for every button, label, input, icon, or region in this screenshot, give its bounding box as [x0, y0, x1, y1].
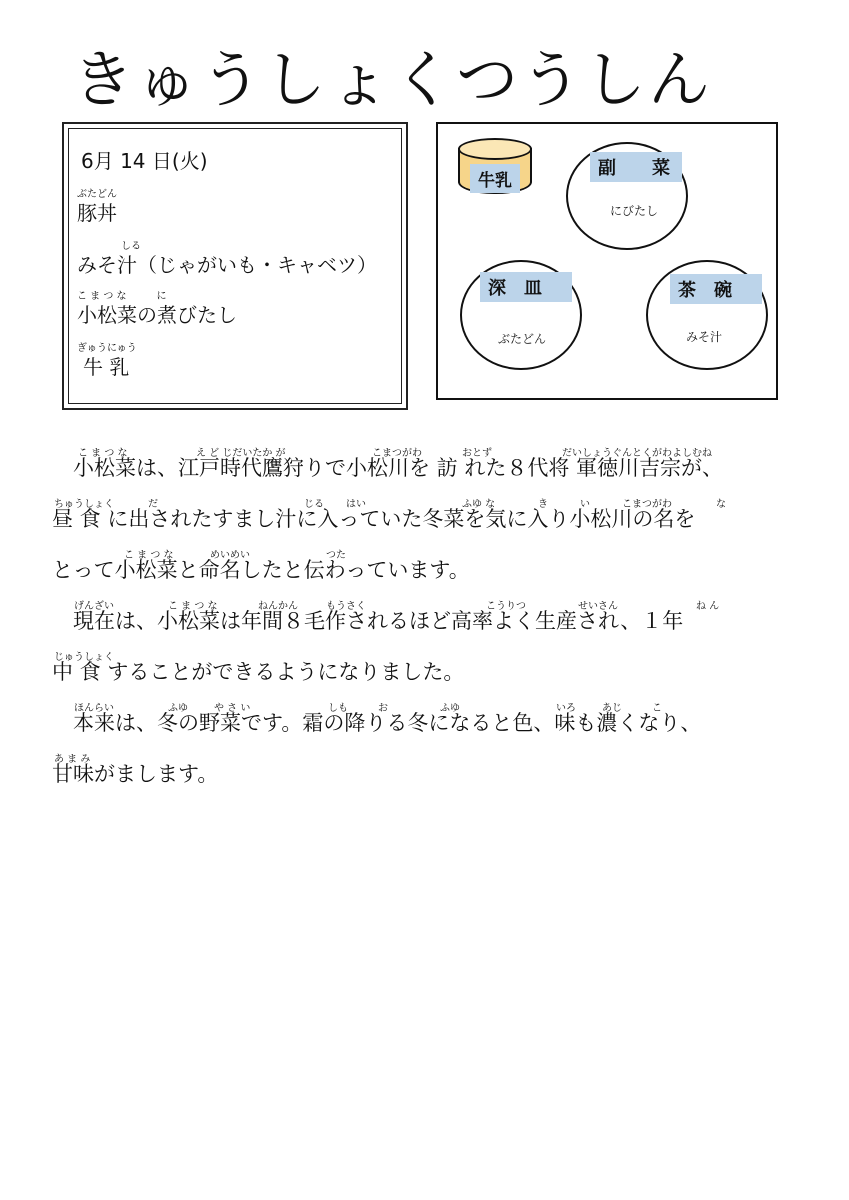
page-title: きゅうしょくつうしん [72, 43, 713, 116]
furigana: こ [652, 703, 662, 714]
furigana: いろ [556, 703, 576, 714]
menu-item-main [77, 185, 117, 226]
deep-plate-dish: ぶたどん [498, 332, 547, 346]
side-dish-name: にびたし [610, 204, 659, 218]
deep-plate-label: 深 皿 [480, 272, 572, 302]
furigana: ほんらい [74, 703, 114, 714]
furigana: つた [326, 550, 346, 561]
body-line-2: 昼 食 に出されたすまし汁に入っていた冬菜を気に入り小松川の名を [52, 507, 696, 531]
meal-tray-diagram [436, 122, 778, 400]
menu-box-inner-border [68, 128, 402, 404]
furigana: こ ま つ な [78, 448, 128, 459]
furigana: じゅうしょく [54, 652, 114, 663]
body-line-5: 中 食 することができるようになりました。 [52, 660, 465, 684]
furigana: ちゅうしょく [54, 499, 114, 510]
furigana: ね ん [696, 601, 720, 612]
body-line-1: 小松菜は、江戸時代鷹狩りで小松川を 訪 れた８代将 軍徳川吉宗が、 [52, 456, 724, 480]
menu-box [62, 122, 408, 410]
body-line-6: 本来は、冬の野菜です。霜の降りる冬になると色、味も濃くなり、 [52, 711, 702, 735]
body-line-4: 現在は、小松菜は年間８毛作されるほど高率よく生産され、１年 [52, 609, 684, 633]
furigana: な [716, 499, 726, 510]
furigana: こまつがわ [372, 448, 422, 459]
furigana: だいしょうぐんとくがわよしむね [562, 448, 712, 459]
rice-bowl-dish: みそ汁 [686, 330, 723, 344]
furigana: しも [328, 703, 348, 714]
furigana: せいさん [578, 601, 618, 612]
furigana: え ど じだいたか が [196, 448, 286, 459]
menu-item-side [77, 287, 237, 328]
menu-item-ruby: ぎゅうにゅう [77, 343, 137, 354]
menu-date: 6月 14 日(火) [81, 149, 208, 173]
furigana: じる [304, 499, 324, 510]
furigana: もうさく [326, 601, 366, 612]
furigana: ねんかん [258, 601, 298, 612]
menu-item-label: 豚丼 [77, 201, 117, 225]
menu-item-milk [77, 339, 137, 380]
menu-item-ruby: しる [121, 241, 141, 252]
milk-label: 牛乳 [470, 164, 520, 193]
furigana: こまつがわ [622, 499, 672, 510]
furigana: はい [346, 499, 366, 510]
furigana: や さ い [214, 703, 251, 714]
menu-item-soup [77, 237, 377, 278]
furigana: めいめい [210, 550, 250, 561]
furigana: だ [148, 499, 158, 510]
furigana: あじ [602, 703, 622, 714]
furigana: ふゆ [168, 703, 188, 714]
furigana: こうりつ [486, 601, 526, 612]
rice-bowl-label: 茶 碗 [670, 274, 762, 304]
body-line-3: とって小松菜と命名したと伝わっています。 [52, 558, 470, 582]
side-dish-label: 副 菜 [590, 152, 682, 182]
menu-item-ruby: こ ま つ な に [77, 291, 167, 302]
menu-item-label: 牛 乳 [83, 355, 130, 379]
furigana: げんざい [74, 601, 114, 612]
furigana: おとず [462, 448, 492, 459]
milk-cup [458, 138, 532, 196]
furigana: こ ま つ な [124, 550, 174, 561]
furigana: あ ま み [54, 754, 91, 765]
furigana: お [378, 703, 388, 714]
furigana: ふゆ [440, 703, 460, 714]
milk-cup-top [458, 138, 532, 160]
menu-item-label: みそ汁（じゃがいも・キャベツ） [77, 253, 377, 277]
furigana: ふゆ な [462, 499, 496, 510]
furigana: い [580, 499, 590, 510]
menu-item-label: 小松菜の煮びたし [77, 303, 237, 327]
body-line-7: 甘味がまします。 [52, 762, 219, 786]
furigana: き [538, 499, 548, 510]
menu-item-ruby: ぶたどん [77, 189, 117, 200]
furigana: こ ま つ な [168, 601, 218, 612]
